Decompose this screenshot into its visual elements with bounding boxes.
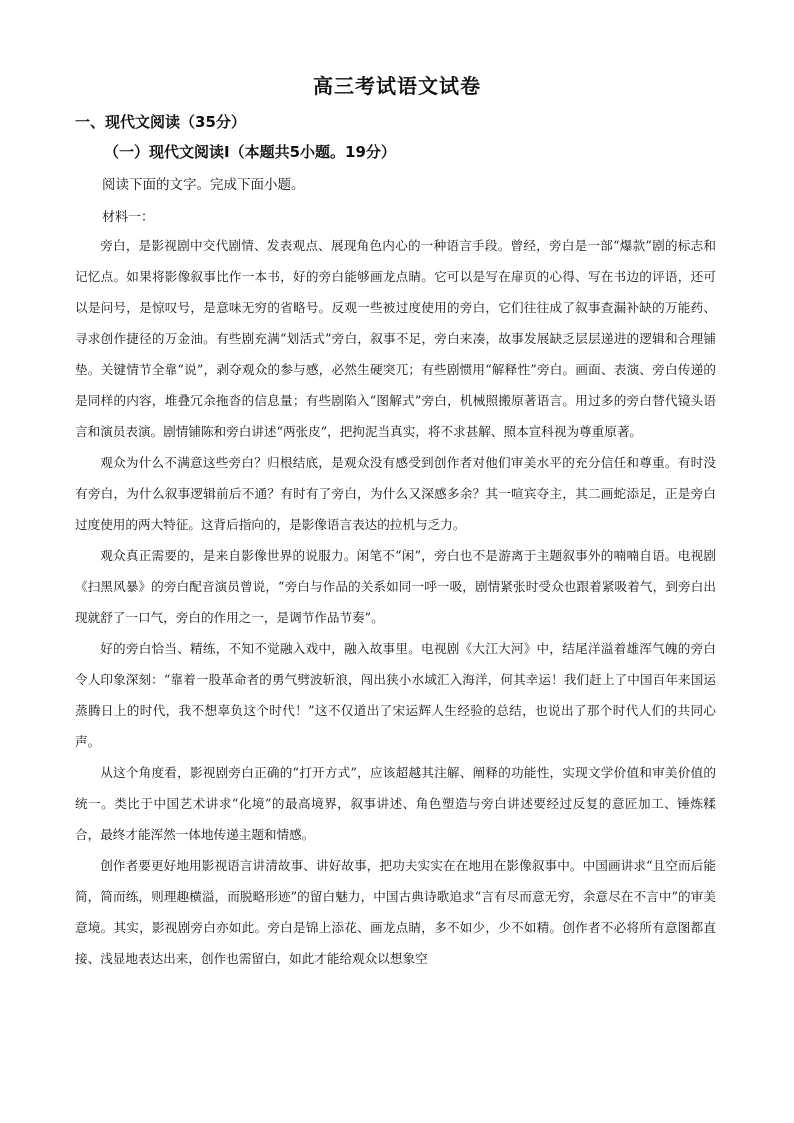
- paragraph-4: 好的旁白恰当、精练，不知不觉融入戏中，融入故事里。电视剧《大江大河》中，结尾洋溢着雄浑气魄的旁白令人印象深刻：“靠着一股革命者的勇气劈波斩浪，闯出狭小水域汇入海洋，何其幸运！我们赶上了中国百年来国运蒸腾日上的时代，我不想辜负这个时代！”这不仅道出了宋运辉人生经验的总结，也说出了那个时代人们的共同心声。: [75, 641, 716, 749]
- paragraph-1: 旁白，是影视剧中交代剧情、发表观点、展现角色内心的一种语言手段。曾经，旁白是一部“爆款”剧的标志和记忆点。如果将影像叙事比作一本书，好的旁白能够画龙点睛。它可以是写在扉页的心得、写在书边的评语，还可以是问号，是惊叹号，是意味无穷的省略号。反观一些被过度使用的旁白，它们往往成了叙事查漏补缺的万能药、寻求创作捷径的万金油。有些剧充满“划活式”旁白，叙事不足，旁白来凑，故事发展缺乏层层递进的逻辑和合理铺垫。关键情节全靠“说”，剥夺观众的参与感，必然生硬突兀；有些剧惯用“解释性”旁白。画面、表演、旁白传递的是同样的内容，堆叠冗余拖沓的信息量；有些剧陷入“图解式”旁白，机械照搬原著语言。用过多的旁白替代镜头语言和演员表演。剧情铺陈和旁白讲述“两张皮”，把拘泥当真实，将不求甚解、照本宣科视为尊重原著。: [75, 238, 716, 439]
- paragraph-3: 观众真正需要的，是来自影像世界的说服力。闲笔不“闲”，旁白也不是游离于主题叙事外的喃喃自语。电视剧《扫黑风暴》的旁白配音演员曾说，“旁白与作品的关系如同一呼一吸，剧情紧张时受众也跟着紧吸着气，到旁白出现就舒了一口气，旁白的作用之一，是调节作品节奏”。: [75, 548, 716, 625]
- paragraph-5: 从这个角度看，影视剧旁白正确的“打开方式”，应该超越其注解、阐释的功能性，实现文学价值和审美价值的统一。类比于中国艺术讲求“化境”的最高境界，叙事讲述、角色塑造与旁白讲述要经过反复的意匠加工、锤炼糅合，最终才能浑然一体地传递主题和情感。: [75, 765, 716, 842]
- paragraph-2: 观众为什么不满意这些旁白？归根结底，是观众没有感受到创作者对他们审美水平的充分信任和尊重。有时没有旁白，为什么叙事逻辑前后不通？有时有了旁白，为什么又深感多余？其一喧宾夺主，其二画蛇添足，正是旁白过度使用的两大特征。这背后指向的，是影像语言表达的拉机与乏力。: [75, 455, 716, 532]
- reading-passage: [75, 230, 716, 974]
- reading-instruction: 阅读下面的文字。完成下面小题。: [102, 177, 305, 193]
- paragraph-6: 创作者要更好地用影视语言讲清故事、讲好故事，把功夫实实在在地用在影像叙事中。中国画讲求“且空而后能简，简而练，则理趣横溢，而脱略形迹”的留白魅力，中国古典诗歌追求“言有尽而意无穷，余意尽在不言中”的审美意境。其实，影视剧旁白亦如此。旁白是锦上添花、画龙点睛，多不如少，少不如精。创作者不必将所有意图都直接、浅显地表达出来，创作也需留白，如此才能给观众以想象空: [75, 858, 716, 966]
- material-label: 材料一：: [102, 210, 155, 225]
- section-heading: 一、现代文阅读（35分）: [75, 113, 246, 131]
- subsection-heading: （一）现代文阅读Ⅰ（本题共5小题。19分）: [104, 143, 396, 161]
- exam-title: 高三考试语文试卷: [313, 74, 481, 98]
